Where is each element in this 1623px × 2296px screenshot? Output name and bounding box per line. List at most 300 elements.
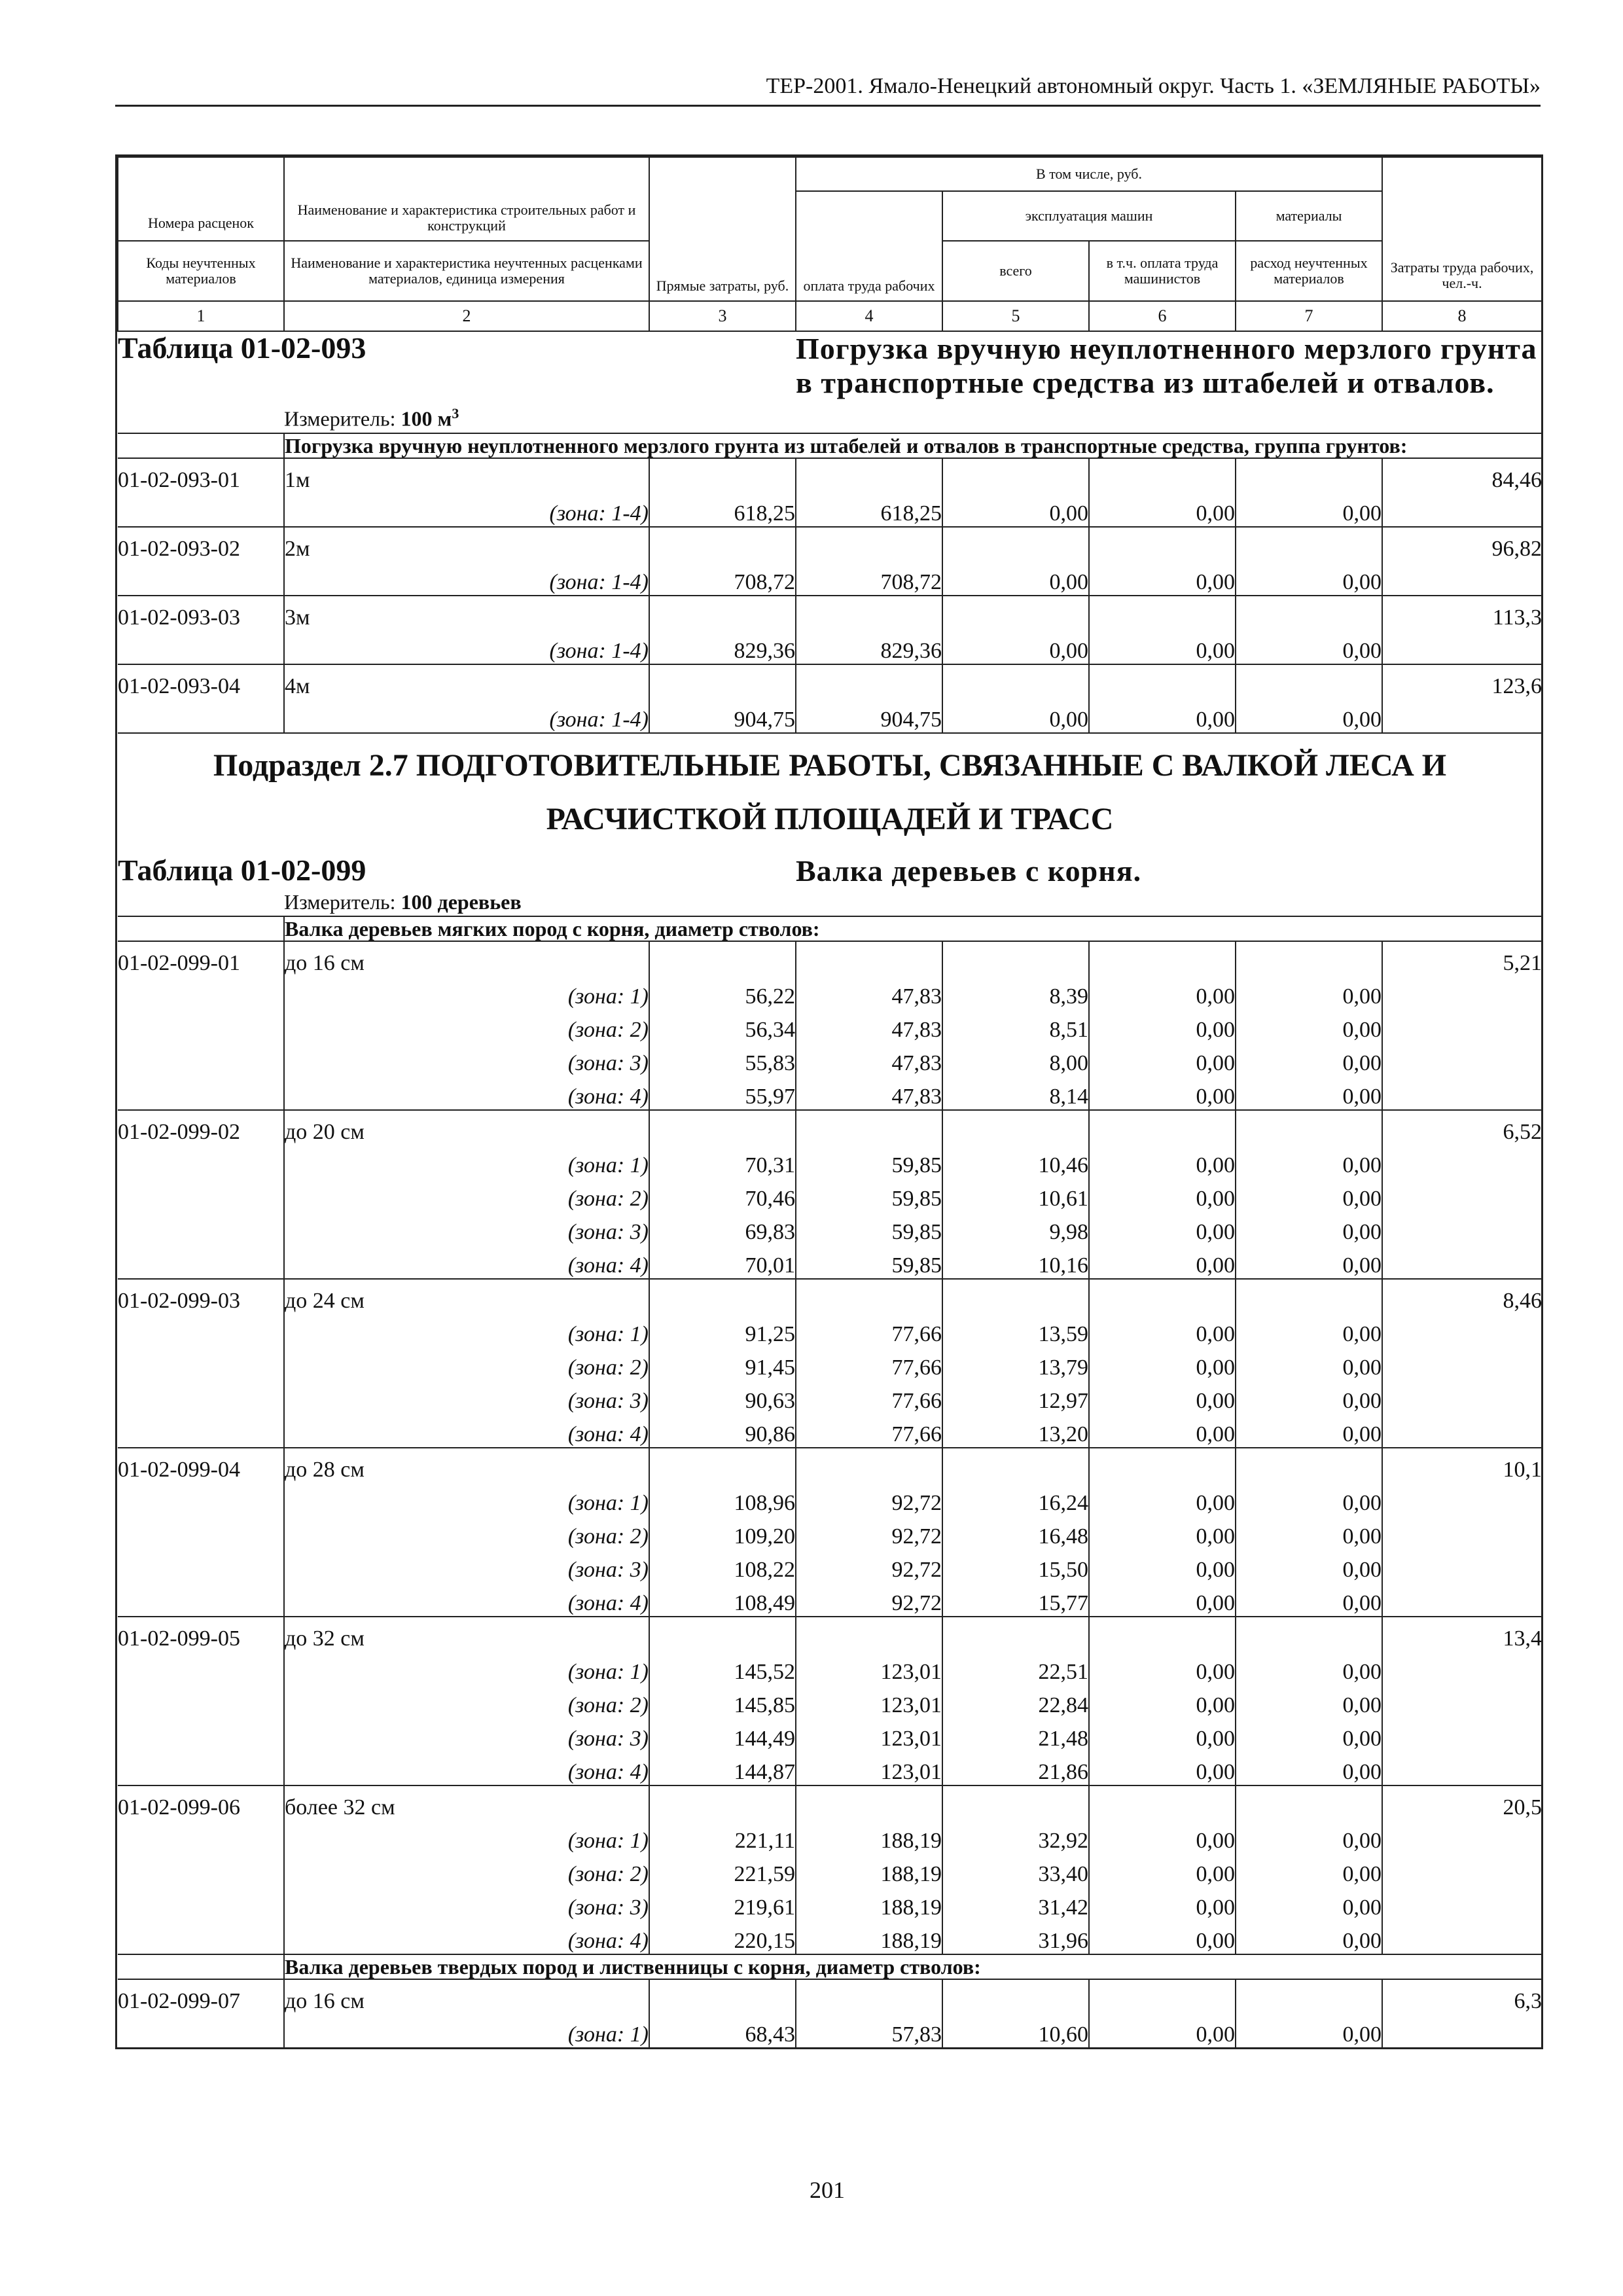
direct-costs: 56,34 xyxy=(649,1009,796,1043)
zone-row xyxy=(118,1211,1542,1245)
labour-cost: 6,3 xyxy=(1382,1979,1542,2014)
machinists-pay: 0,00 xyxy=(1089,1314,1236,1347)
machinists-pay: 0,00 xyxy=(1089,1549,1236,1583)
empty-cell xyxy=(942,664,1089,699)
materials-use: 0,00 xyxy=(1236,1718,1382,1751)
empty-cell xyxy=(1382,1347,1542,1380)
direct-costs: 708,72 xyxy=(649,562,796,596)
machines-total: 10,60 xyxy=(942,2014,1089,2047)
rate-row xyxy=(118,1279,1542,1314)
empty-cell xyxy=(118,1920,284,1954)
direct-costs: 70,46 xyxy=(649,1178,796,1211)
labour-cost: 113,3 xyxy=(1382,596,1542,630)
zone-label: (зона: 2) xyxy=(284,1009,649,1043)
labour-pay: 77,66 xyxy=(796,1347,942,1380)
zone-row xyxy=(118,1516,1542,1549)
direct-costs: 70,01 xyxy=(649,1245,796,1279)
empty-cell xyxy=(942,527,1089,562)
zone-label: (зона: 1) xyxy=(284,1820,649,1854)
machinists-pay: 0,00 xyxy=(1089,1718,1236,1751)
materials-use: 0,00 xyxy=(1236,2014,1382,2047)
machines-total: 10,61 xyxy=(942,1178,1089,1211)
empty-cell xyxy=(1382,1211,1542,1245)
rate-code: 01-02-099-01 xyxy=(118,941,284,976)
empty-cell xyxy=(1089,1979,1236,2014)
zone-row xyxy=(118,493,1542,527)
zone-row xyxy=(118,1887,1542,1920)
direct-costs: 829,36 xyxy=(649,630,796,664)
direct-costs: 904,75 xyxy=(649,699,796,733)
empty-cell xyxy=(1236,1279,1382,1314)
machinists-pay: 0,00 xyxy=(1089,1920,1236,1954)
materials-use: 0,00 xyxy=(1236,1920,1382,1954)
table-099-group-2 xyxy=(118,1954,1542,1979)
table-093-name-line2: в транспортные средства из штабелей и отвалов. xyxy=(796,366,1495,399)
machines-total: 9,98 xyxy=(942,1211,1089,1245)
machines-total: 10,16 xyxy=(942,1245,1089,1279)
rates-table-frame xyxy=(115,154,1543,2049)
zone-row xyxy=(118,562,1542,596)
empty-cell xyxy=(118,1651,284,1685)
zone-row xyxy=(118,1820,1542,1854)
empty-cell xyxy=(1382,1380,1542,1414)
machinists-pay: 0,00 xyxy=(1089,1583,1236,1617)
machines-total: 31,96 xyxy=(942,1920,1089,1954)
empty-cell xyxy=(1236,941,1382,976)
labour-pay: 59,85 xyxy=(796,1211,942,1245)
table-093-title-block xyxy=(118,331,1542,400)
direct-costs: 618,25 xyxy=(649,493,796,527)
materials-use: 0,00 xyxy=(1236,699,1382,733)
measure-value: 100 деревьев xyxy=(401,889,522,914)
labour-pay: 47,83 xyxy=(796,976,942,1009)
empty-cell xyxy=(1382,562,1542,596)
rate-row xyxy=(118,596,1542,630)
head-labour-pay: оплата труда рабочих xyxy=(796,191,942,301)
empty-cell xyxy=(118,1076,284,1110)
col-num: 7 xyxy=(1236,301,1382,331)
machines-total: 0,00 xyxy=(942,493,1089,527)
table-099-group-1 xyxy=(118,916,1542,941)
labour-pay: 123,01 xyxy=(796,1685,942,1718)
zone-label: (зона: 2) xyxy=(284,1347,649,1380)
rate-row xyxy=(118,1979,1542,2014)
direct-costs: 91,25 xyxy=(649,1314,796,1347)
empty-cell xyxy=(1382,976,1542,1009)
head-material-use: расход неучтенных материалов xyxy=(1236,241,1382,301)
empty-cell xyxy=(118,1347,284,1380)
direct-costs: 90,63 xyxy=(649,1380,796,1414)
zone-row xyxy=(118,1347,1542,1380)
empty-cell xyxy=(796,527,942,562)
direct-costs: 69,83 xyxy=(649,1211,796,1245)
empty-cell xyxy=(1382,1043,1542,1076)
rate-code: 01-02-093-03 xyxy=(118,596,284,630)
rate-code: 01-02-099-02 xyxy=(118,1110,284,1145)
empty-cell xyxy=(649,596,796,630)
materials-use: 0,00 xyxy=(1236,1751,1382,1785)
machines-total: 0,00 xyxy=(942,562,1089,596)
direct-costs: 221,11 xyxy=(649,1820,796,1854)
rate-code: 01-02-093-01 xyxy=(118,458,284,493)
empty-cell xyxy=(118,1583,284,1617)
empty-cell xyxy=(796,1448,942,1482)
machines-total: 13,59 xyxy=(942,1314,1089,1347)
machines-total: 21,86 xyxy=(942,1751,1089,1785)
table-093-rows xyxy=(118,458,1542,733)
labour-pay: 59,85 xyxy=(796,1245,942,1279)
zone-label: (зона: 4) xyxy=(284,1414,649,1448)
zone-label: (зона: 1) xyxy=(284,1482,649,1516)
direct-costs: 145,85 xyxy=(649,1685,796,1718)
empty-cell xyxy=(942,1448,1089,1482)
table-099-name: Валка деревьев с корня. xyxy=(796,853,1142,888)
materials-use: 0,00 xyxy=(1236,1820,1382,1854)
direct-costs: 219,61 xyxy=(649,1887,796,1920)
empty-cell xyxy=(649,941,796,976)
materials-use: 0,00 xyxy=(1236,1549,1382,1583)
labour-pay: 123,01 xyxy=(796,1651,942,1685)
group-heading: Валка деревьев мягких пород с корня, диаметр стволов: xyxy=(285,916,820,941)
zone-label: (зона: 4) xyxy=(284,1583,649,1617)
zone-row xyxy=(118,1009,1542,1043)
machinists-pay: 0,00 xyxy=(1089,1211,1236,1245)
empty-cell xyxy=(649,1279,796,1314)
zone-label: (зона: 2) xyxy=(284,1854,649,1887)
machines-total: 8,51 xyxy=(942,1009,1089,1043)
machinists-pay: 0,00 xyxy=(1089,1009,1236,1043)
rate-row xyxy=(118,1448,1542,1482)
col-num: 1 xyxy=(118,301,284,331)
zone-row xyxy=(118,1854,1542,1887)
rate-name: до 16 см xyxy=(284,1979,649,2014)
empty-cell xyxy=(649,1448,796,1482)
empty-cell xyxy=(118,1145,284,1178)
empty-cell xyxy=(942,458,1089,493)
measure-label: Измеритель: xyxy=(284,889,396,914)
direct-costs: 109,20 xyxy=(649,1516,796,1549)
zone-row xyxy=(118,1718,1542,1751)
machines-total: 8,00 xyxy=(942,1043,1089,1076)
zone-row xyxy=(118,1651,1542,1685)
table-093-name xyxy=(796,331,1542,400)
rate-name: 4м xyxy=(284,664,649,699)
empty-cell xyxy=(1382,1178,1542,1211)
empty-cell xyxy=(1382,1854,1542,1887)
col-num: 5 xyxy=(942,301,1089,331)
page-number: 201 xyxy=(810,2177,845,2203)
empty-cell xyxy=(942,596,1089,630)
machinists-pay: 0,00 xyxy=(1089,562,1236,596)
empty-cell xyxy=(1382,699,1542,733)
head-materials: материалы xyxy=(1236,191,1382,241)
materials-use: 0,00 xyxy=(1236,1583,1382,1617)
labour-cost: 20,5 xyxy=(1382,1785,1542,1820)
zone-row xyxy=(118,1178,1542,1211)
machines-total: 13,20 xyxy=(942,1414,1089,1448)
empty-cell xyxy=(118,1718,284,1751)
machines-total: 33,40 xyxy=(942,1854,1089,1887)
zone-label: (зона: 3) xyxy=(284,1718,649,1751)
rate-row xyxy=(118,941,1542,976)
empty-cell xyxy=(1089,1617,1236,1651)
empty-cell xyxy=(1236,664,1382,699)
empty-cell xyxy=(118,699,284,733)
materials-use: 0,00 xyxy=(1236,1076,1382,1110)
empty-cell xyxy=(118,630,284,664)
empty-cell xyxy=(118,1009,284,1043)
machinists-pay: 0,00 xyxy=(1089,976,1236,1009)
zone-label: (зона: 2) xyxy=(284,1516,649,1549)
machines-total: 15,77 xyxy=(942,1583,1089,1617)
rate-code: 01-02-093-04 xyxy=(118,664,284,699)
labour-pay: 123,01 xyxy=(796,1718,942,1751)
empty-cell xyxy=(1382,1009,1542,1043)
empty-cell xyxy=(796,941,942,976)
direct-costs: 68,43 xyxy=(649,2014,796,2047)
machines-total: 0,00 xyxy=(942,630,1089,664)
empty-cell xyxy=(796,458,942,493)
labour-pay: 188,19 xyxy=(796,1854,942,1887)
materials-use: 0,00 xyxy=(1236,1009,1382,1043)
materials-use: 0,00 xyxy=(1236,1854,1382,1887)
materials-use: 0,00 xyxy=(1236,1380,1382,1414)
direct-costs: 91,45 xyxy=(649,1347,796,1380)
empty-cell xyxy=(796,1979,942,2014)
zone-label: (зона: 1-4) xyxy=(284,630,649,664)
zone-label: (зона: 1-4) xyxy=(284,699,649,733)
rates-table xyxy=(117,156,1543,2047)
zone-row xyxy=(118,699,1542,733)
head-material-codes: Коды неучтенных материалов xyxy=(118,241,284,301)
zone-row xyxy=(118,630,1542,664)
empty-cell xyxy=(1236,1785,1382,1820)
empty-cell xyxy=(1382,1651,1542,1685)
machinists-pay: 0,00 xyxy=(1089,1145,1236,1178)
empty-cell xyxy=(118,1245,284,1279)
materials-use: 0,00 xyxy=(1236,1178,1382,1211)
machinists-pay: 0,00 xyxy=(1089,1178,1236,1211)
empty-cell xyxy=(1236,1617,1382,1651)
empty-cell xyxy=(1089,664,1236,699)
empty-cell xyxy=(649,1979,796,2014)
zone-row xyxy=(118,1245,1542,1279)
head-machines: эксплуатация машин xyxy=(942,191,1236,241)
empty-cell xyxy=(942,1110,1089,1145)
direct-costs: 90,86 xyxy=(649,1414,796,1448)
empty-cell xyxy=(1089,941,1236,976)
direct-costs: 221,59 xyxy=(649,1854,796,1887)
empty-cell xyxy=(1382,1920,1542,1954)
machinists-pay: 0,00 xyxy=(1089,1854,1236,1887)
empty-cell xyxy=(942,1979,1089,2014)
rate-name: более 32 см xyxy=(284,1785,649,1820)
empty-cell xyxy=(796,1617,942,1651)
empty-cell xyxy=(1236,458,1382,493)
rate-code: 01-02-099-07 xyxy=(118,1979,284,2014)
direct-costs: 108,49 xyxy=(649,1583,796,1617)
labour-pay: 77,66 xyxy=(796,1380,942,1414)
subsection-heading xyxy=(118,733,1542,846)
empty-cell xyxy=(649,527,796,562)
empty-cell xyxy=(1089,1110,1236,1145)
zone-label: (зона: 4) xyxy=(284,1245,649,1279)
empty-cell xyxy=(118,493,284,527)
zone-row xyxy=(118,1920,1542,1954)
empty-cell xyxy=(1236,527,1382,562)
zone-row xyxy=(118,1549,1542,1583)
materials-use: 0,00 xyxy=(1236,1043,1382,1076)
rate-row xyxy=(118,664,1542,699)
materials-use: 0,00 xyxy=(1236,1314,1382,1347)
materials-use: 0,00 xyxy=(1236,1651,1382,1685)
machines-total: 8,39 xyxy=(942,976,1089,1009)
empty-cell xyxy=(649,1110,796,1145)
direct-costs: 56,22 xyxy=(649,976,796,1009)
zone-row xyxy=(118,1076,1542,1110)
zone-label: (зона: 1-4) xyxy=(284,493,649,527)
direct-costs: 145,52 xyxy=(649,1651,796,1685)
empty-cell xyxy=(1382,1685,1542,1718)
measure-value: 100 м xyxy=(401,406,452,431)
rate-name: до 16 см xyxy=(284,941,649,976)
labour-cost: 5,21 xyxy=(1382,941,1542,976)
rate-row xyxy=(118,1110,1542,1145)
col-num: 8 xyxy=(1382,301,1542,331)
machinists-pay: 0,00 xyxy=(1089,1414,1236,1448)
machinists-pay: 0,00 xyxy=(1089,1245,1236,1279)
labour-pay: 92,72 xyxy=(796,1549,942,1583)
empty-cell xyxy=(1382,2014,1542,2047)
labour-pay: 618,25 xyxy=(796,493,942,527)
empty-cell xyxy=(796,664,942,699)
empty-cell xyxy=(1382,1245,1542,1279)
rate-code: 01-02-099-06 xyxy=(118,1785,284,1820)
zone-label: (зона: 1) xyxy=(284,1651,649,1685)
zone-label: (зона: 1) xyxy=(284,1145,649,1178)
empty-cell xyxy=(942,1785,1089,1820)
direct-costs: 108,22 xyxy=(649,1549,796,1583)
zone-label: (зона: 4) xyxy=(284,1076,649,1110)
head-direct-costs: Прямые затраты, руб. xyxy=(649,157,796,301)
machines-total: 16,48 xyxy=(942,1516,1089,1549)
machines-total: 8,14 xyxy=(942,1076,1089,1110)
table-093-title: Таблица 01-02-093 xyxy=(118,331,366,365)
labour-pay: 92,72 xyxy=(796,1482,942,1516)
machinists-pay: 0,00 xyxy=(1089,1751,1236,1785)
machinists-pay: 0,00 xyxy=(1089,1482,1236,1516)
direct-costs: 70,31 xyxy=(649,1145,796,1178)
labour-cost: 10,1 xyxy=(1382,1448,1542,1482)
materials-use: 0,00 xyxy=(1236,630,1382,664)
table-093-measure-text xyxy=(284,400,1542,433)
rate-name: до 24 см xyxy=(284,1279,649,1314)
machines-total: 21,48 xyxy=(942,1718,1089,1751)
col-num: 3 xyxy=(649,301,796,331)
zone-row xyxy=(118,1685,1542,1718)
group-heading: Валка деревьев твердых пород и лиственницы с корня, диаметр стволов: xyxy=(284,1954,1542,1979)
rate-row xyxy=(118,458,1542,493)
direct-costs: 144,49 xyxy=(649,1718,796,1751)
machinists-pay: 0,00 xyxy=(1089,1043,1236,1076)
empty-cell xyxy=(796,1279,942,1314)
empty-cell xyxy=(118,1751,284,1785)
empty-cell xyxy=(942,941,1089,976)
rate-code: 01-02-093-02 xyxy=(118,527,284,562)
machinists-pay: 0,00 xyxy=(1089,1076,1236,1110)
labour-cost: 96,82 xyxy=(1382,527,1542,562)
empty-cell xyxy=(1089,458,1236,493)
labour-cost: 6,52 xyxy=(1382,1110,1542,1145)
materials-use: 0,00 xyxy=(1236,976,1382,1009)
empty-cell xyxy=(1382,630,1542,664)
empty-cell xyxy=(1382,1583,1542,1617)
empty-cell xyxy=(1382,1516,1542,1549)
empty-cell xyxy=(1089,596,1236,630)
empty-cell xyxy=(1089,527,1236,562)
materials-use: 0,00 xyxy=(1236,493,1382,527)
empty-cell xyxy=(118,1887,284,1920)
empty-cell xyxy=(1382,1145,1542,1178)
rate-name: 1м xyxy=(284,458,649,493)
table-099-rows-hard xyxy=(118,1979,1542,2047)
empty-cell xyxy=(1382,1314,1542,1347)
empty-cell xyxy=(118,1854,284,1887)
rate-code: 01-02-099-03 xyxy=(118,1279,284,1314)
empty-cell xyxy=(1382,1718,1542,1751)
empty-cell xyxy=(1382,1820,1542,1854)
rate-row xyxy=(118,1785,1542,1820)
head-machines-total: всего xyxy=(942,241,1089,301)
empty-cell xyxy=(118,1482,284,1516)
labour-cost: 84,46 xyxy=(1382,458,1542,493)
rate-name: до 28 см xyxy=(284,1448,649,1482)
empty-cell xyxy=(796,1110,942,1145)
zone-label: (зона: 1) xyxy=(284,976,649,1009)
machinists-pay: 0,00 xyxy=(1089,493,1236,527)
labour-pay: 829,36 xyxy=(796,630,942,664)
labour-pay: 57,83 xyxy=(796,2014,942,2047)
empty-cell xyxy=(1382,493,1542,527)
empty-cell xyxy=(118,1414,284,1448)
empty-cell xyxy=(118,1211,284,1245)
labour-pay: 77,66 xyxy=(796,1314,942,1347)
empty-cell xyxy=(1236,1448,1382,1482)
rate-code: 01-02-099-04 xyxy=(118,1448,284,1482)
empty-cell xyxy=(1236,596,1382,630)
empty-cell xyxy=(796,1785,942,1820)
machines-total: 22,51 xyxy=(942,1651,1089,1685)
machinists-pay: 0,00 xyxy=(1089,1516,1236,1549)
column-numbers-row xyxy=(118,301,1542,331)
machines-total: 32,92 xyxy=(942,1820,1089,1854)
empty-cell xyxy=(118,976,284,1009)
table-099-title: Таблица 01-02-099 xyxy=(118,853,366,887)
table-099-measure xyxy=(118,888,1542,916)
zone-label: (зона: 4) xyxy=(284,1751,649,1785)
direct-costs: 55,83 xyxy=(649,1043,796,1076)
empty-cell xyxy=(1089,1279,1236,1314)
subsection-line2: РАСЧИСТКОЙ ПЛОЩАДЕЙ И ТРАСС xyxy=(546,801,1114,836)
table-093-name-line1: Погрузка вручную неуплотненного мерзлого грунта xyxy=(796,332,1537,365)
empty-cell xyxy=(118,1549,284,1583)
head-in-that: В том числе, руб. xyxy=(796,157,1382,191)
labour-pay: 59,85 xyxy=(796,1145,942,1178)
machinists-pay: 0,00 xyxy=(1089,1685,1236,1718)
empty-cell xyxy=(1382,1751,1542,1785)
head-rate-numbers: Номера расценок xyxy=(118,157,284,241)
labour-pay: 92,72 xyxy=(796,1583,942,1617)
